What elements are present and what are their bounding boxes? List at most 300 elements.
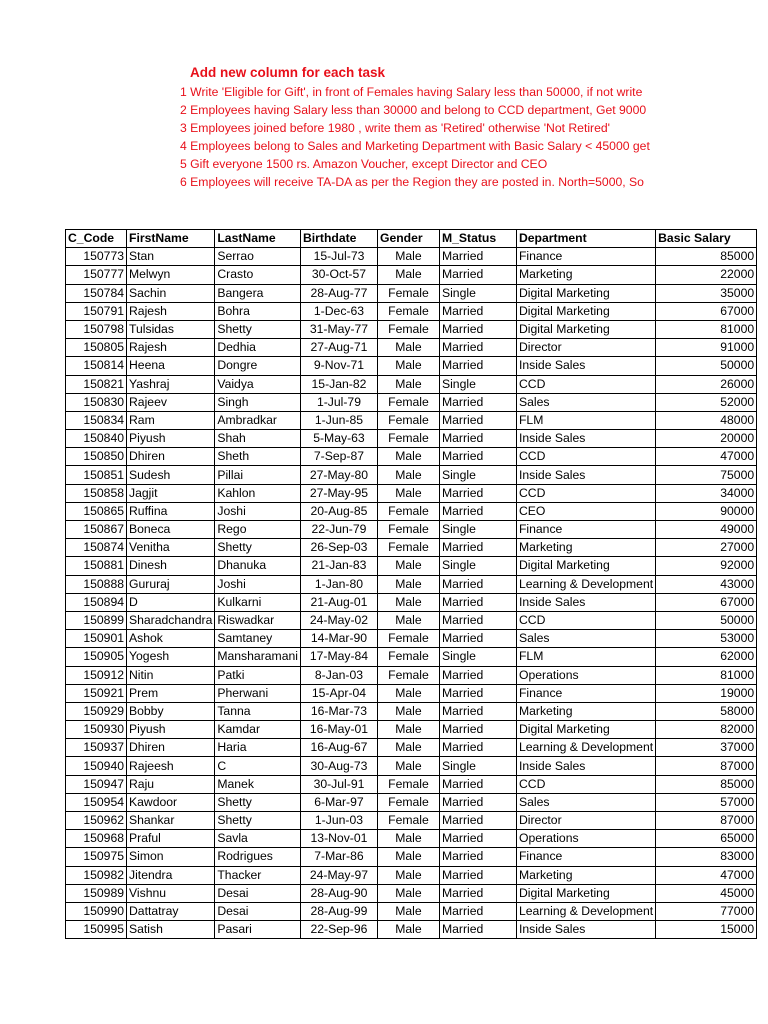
cell-c-code[interactable]: 150995 — [66, 921, 127, 939]
cell-basic-salary[interactable]: 90000 — [656, 502, 757, 520]
cell-c-code[interactable]: 150865 — [66, 502, 127, 520]
cell-department[interactable]: Inside Sales — [516, 593, 655, 611]
cell-m-status[interactable]: Married — [439, 630, 516, 648]
cell-m-status[interactable]: Married — [439, 848, 516, 866]
cell-department[interactable]: Inside Sales — [516, 757, 655, 775]
cell-gender[interactable]: Male — [377, 866, 439, 884]
header-birthdate[interactable]: Birthdate — [300, 230, 377, 248]
cell-department[interactable]: Digital Marketing — [516, 302, 655, 320]
cell-birthdate[interactable]: 27-May-80 — [300, 466, 377, 484]
cell-m-status[interactable]: Married — [439, 575, 516, 593]
cell-department[interactable]: Operations — [516, 666, 655, 684]
cell-last-name[interactable]: Pillai — [215, 466, 301, 484]
cell-m-status[interactable]: Married — [439, 484, 516, 502]
cell-birthdate[interactable]: 28-Aug-77 — [300, 284, 377, 302]
cell-birthdate[interactable]: 26-Sep-03 — [300, 539, 377, 557]
cell-birthdate[interactable]: 24-May-97 — [300, 866, 377, 884]
cell-c-code[interactable]: 150874 — [66, 539, 127, 557]
cell-birthdate[interactable]: 31-May-77 — [300, 320, 377, 338]
header-last-name[interactable]: LastName — [215, 230, 301, 248]
cell-m-status[interactable]: Married — [439, 248, 516, 266]
cell-first-name[interactable]: Venitha — [127, 539, 215, 557]
cell-gender[interactable]: Male — [377, 557, 439, 575]
cell-m-status[interactable]: Single — [439, 375, 516, 393]
cell-birthdate[interactable]: 21-Jan-83 — [300, 557, 377, 575]
cell-basic-salary[interactable]: 47000 — [656, 448, 757, 466]
cell-basic-salary[interactable]: 91000 — [656, 339, 757, 357]
cell-first-name[interactable]: Dhiren — [127, 739, 215, 757]
cell-department[interactable]: Marketing — [516, 866, 655, 884]
cell-birthdate[interactable]: 13-Nov-01 — [300, 830, 377, 848]
cell-department[interactable]: Digital Marketing — [516, 884, 655, 902]
cell-m-status[interactable]: Single — [439, 648, 516, 666]
cell-department[interactable]: Director — [516, 339, 655, 357]
cell-last-name[interactable]: Kahlon — [215, 484, 301, 502]
cell-m-status[interactable]: Married — [439, 884, 516, 902]
cell-c-code[interactable]: 150821 — [66, 375, 127, 393]
cell-birthdate[interactable]: 6-Mar-97 — [300, 793, 377, 811]
cell-first-name[interactable]: Tulsidas — [127, 320, 215, 338]
cell-basic-salary[interactable]: 81000 — [656, 320, 757, 338]
cell-c-code[interactable]: 150777 — [66, 266, 127, 284]
cell-gender[interactable]: Male — [377, 593, 439, 611]
cell-m-status[interactable]: Married — [439, 266, 516, 284]
cell-m-status[interactable]: Married — [439, 430, 516, 448]
cell-first-name[interactable]: Ruffina — [127, 502, 215, 520]
cell-last-name[interactable]: Samtaney — [215, 630, 301, 648]
cell-department[interactable]: Inside Sales — [516, 921, 655, 939]
cell-department[interactable]: CCD — [516, 775, 655, 793]
cell-first-name[interactable]: Rajesh — [127, 339, 215, 357]
cell-basic-salary[interactable]: 57000 — [656, 793, 757, 811]
cell-first-name[interactable]: Praful — [127, 830, 215, 848]
cell-basic-salary[interactable]: 50000 — [656, 611, 757, 629]
cell-c-code[interactable]: 150989 — [66, 884, 127, 902]
cell-c-code[interactable]: 150834 — [66, 411, 127, 429]
cell-c-code[interactable]: 150930 — [66, 721, 127, 739]
cell-c-code[interactable]: 150851 — [66, 466, 127, 484]
cell-last-name[interactable]: Shetty — [215, 539, 301, 557]
cell-gender[interactable]: Female — [377, 320, 439, 338]
cell-birthdate[interactable]: 15-Jan-82 — [300, 375, 377, 393]
cell-first-name[interactable]: Gururaj — [127, 575, 215, 593]
cell-basic-salary[interactable]: 85000 — [656, 775, 757, 793]
cell-gender[interactable]: Male — [377, 466, 439, 484]
cell-gender[interactable]: Male — [377, 484, 439, 502]
cell-department[interactable]: CCD — [516, 375, 655, 393]
cell-first-name[interactable]: Satish — [127, 921, 215, 939]
header-department[interactable]: Department — [516, 230, 655, 248]
cell-department[interactable]: Finance — [516, 521, 655, 539]
cell-last-name[interactable]: Dongre — [215, 357, 301, 375]
cell-department[interactable]: Learning & Development — [516, 575, 655, 593]
cell-c-code[interactable]: 150954 — [66, 793, 127, 811]
cell-gender[interactable]: Male — [377, 575, 439, 593]
cell-first-name[interactable]: Rajesh — [127, 302, 215, 320]
cell-first-name[interactable]: Dinesh — [127, 557, 215, 575]
cell-department[interactable]: FLM — [516, 411, 655, 429]
cell-last-name[interactable]: Bangera — [215, 284, 301, 302]
cell-gender[interactable]: Female — [377, 539, 439, 557]
cell-department[interactable]: Sales — [516, 630, 655, 648]
cell-first-name[interactable]: Simon — [127, 848, 215, 866]
cell-m-status[interactable]: Married — [439, 812, 516, 830]
cell-department[interactable]: CCD — [516, 611, 655, 629]
cell-gender[interactable]: Male — [377, 848, 439, 866]
cell-department[interactable]: Inside Sales — [516, 357, 655, 375]
cell-gender[interactable]: Female — [377, 812, 439, 830]
cell-birthdate[interactable]: 7-Sep-87 — [300, 448, 377, 466]
cell-gender[interactable]: Male — [377, 684, 439, 702]
cell-birthdate[interactable]: 16-Aug-67 — [300, 739, 377, 757]
cell-m-status[interactable]: Single — [439, 284, 516, 302]
cell-last-name[interactable]: Bohra — [215, 302, 301, 320]
cell-birthdate[interactable]: 28-Aug-99 — [300, 902, 377, 920]
cell-basic-salary[interactable]: 67000 — [656, 302, 757, 320]
cell-last-name[interactable]: Kulkarni — [215, 593, 301, 611]
cell-first-name[interactable]: Ashok — [127, 630, 215, 648]
cell-birthdate[interactable]: 15-Jul-73 — [300, 248, 377, 266]
cell-gender[interactable]: Female — [377, 775, 439, 793]
cell-basic-salary[interactable]: 43000 — [656, 575, 757, 593]
cell-basic-salary[interactable]: 34000 — [656, 484, 757, 502]
cell-c-code[interactable]: 150867 — [66, 521, 127, 539]
cell-department[interactable]: CCD — [516, 484, 655, 502]
cell-last-name[interactable]: Serrao — [215, 248, 301, 266]
cell-last-name[interactable]: Desai — [215, 902, 301, 920]
cell-c-code[interactable]: 150858 — [66, 484, 127, 502]
cell-basic-salary[interactable]: 19000 — [656, 684, 757, 702]
cell-last-name[interactable]: Thacker — [215, 866, 301, 884]
cell-basic-salary[interactable]: 50000 — [656, 357, 757, 375]
cell-basic-salary[interactable]: 22000 — [656, 266, 757, 284]
cell-basic-salary[interactable]: 47000 — [656, 866, 757, 884]
cell-birthdate[interactable]: 16-May-01 — [300, 721, 377, 739]
cell-basic-salary[interactable]: 49000 — [656, 521, 757, 539]
header-m-status[interactable]: M_Status — [439, 230, 516, 248]
cell-basic-salary[interactable]: 81000 — [656, 666, 757, 684]
cell-birthdate[interactable]: 27-Aug-71 — [300, 339, 377, 357]
cell-first-name[interactable]: Rajeev — [127, 393, 215, 411]
cell-last-name[interactable]: Singh — [215, 393, 301, 411]
cell-c-code[interactable]: 150773 — [66, 248, 127, 266]
cell-basic-salary[interactable]: 48000 — [656, 411, 757, 429]
cell-basic-salary[interactable]: 82000 — [656, 721, 757, 739]
cell-first-name[interactable]: Jagjit — [127, 484, 215, 502]
cell-gender[interactable]: Male — [377, 921, 439, 939]
cell-first-name[interactable]: Dattatray — [127, 902, 215, 920]
cell-gender[interactable]: Female — [377, 648, 439, 666]
cell-gender[interactable]: Male — [377, 884, 439, 902]
cell-first-name[interactable]: D — [127, 593, 215, 611]
cell-first-name[interactable]: Raju — [127, 775, 215, 793]
cell-m-status[interactable]: Married — [439, 739, 516, 757]
cell-c-code[interactable]: 150850 — [66, 448, 127, 466]
cell-first-name[interactable]: Sharadchandra — [127, 611, 215, 629]
cell-birthdate[interactable]: 20-Aug-85 — [300, 502, 377, 520]
cell-last-name[interactable]: Savla — [215, 830, 301, 848]
cell-last-name[interactable]: Joshi — [215, 575, 301, 593]
cell-birthdate[interactable]: 24-May-02 — [300, 611, 377, 629]
cell-m-status[interactable]: Single — [439, 757, 516, 775]
cell-last-name[interactable]: Shetty — [215, 793, 301, 811]
cell-basic-salary[interactable]: 67000 — [656, 593, 757, 611]
cell-last-name[interactable]: Rego — [215, 521, 301, 539]
cell-last-name[interactable]: Dhanuka — [215, 557, 301, 575]
cell-department[interactable]: Digital Marketing — [516, 557, 655, 575]
cell-basic-salary[interactable]: 77000 — [656, 902, 757, 920]
cell-birthdate[interactable]: 15-Apr-04 — [300, 684, 377, 702]
cell-birthdate[interactable]: 17-May-84 — [300, 648, 377, 666]
cell-last-name[interactable]: Riswadkar — [215, 611, 301, 629]
cell-c-code[interactable]: 150912 — [66, 666, 127, 684]
cell-last-name[interactable]: Shetty — [215, 812, 301, 830]
cell-first-name[interactable]: Vishnu — [127, 884, 215, 902]
cell-last-name[interactable]: Kamdar — [215, 721, 301, 739]
cell-birthdate[interactable]: 8-Jan-03 — [300, 666, 377, 684]
cell-last-name[interactable]: Shah — [215, 430, 301, 448]
cell-basic-salary[interactable]: 58000 — [656, 702, 757, 720]
cell-gender[interactable]: Female — [377, 630, 439, 648]
cell-department[interactable]: Marketing — [516, 266, 655, 284]
cell-birthdate[interactable]: 5-May-63 — [300, 430, 377, 448]
cell-last-name[interactable]: Ambradkar — [215, 411, 301, 429]
cell-last-name[interactable]: Patki — [215, 666, 301, 684]
cell-basic-salary[interactable]: 53000 — [656, 630, 757, 648]
cell-basic-salary[interactable]: 65000 — [656, 830, 757, 848]
cell-m-status[interactable]: Married — [439, 721, 516, 739]
cell-m-status[interactable]: Married — [439, 357, 516, 375]
header-gender[interactable]: Gender — [377, 230, 439, 248]
cell-department[interactable]: Sales — [516, 393, 655, 411]
cell-birthdate[interactable]: 1-Dec-63 — [300, 302, 377, 320]
cell-basic-salary[interactable]: 83000 — [656, 848, 757, 866]
cell-m-status[interactable]: Married — [439, 921, 516, 939]
cell-gender[interactable]: Male — [377, 266, 439, 284]
cell-m-status[interactable]: Single — [439, 557, 516, 575]
cell-last-name[interactable]: Dedhia — [215, 339, 301, 357]
cell-c-code[interactable]: 150899 — [66, 611, 127, 629]
cell-gender[interactable]: Female — [377, 430, 439, 448]
cell-first-name[interactable]: Boneca — [127, 521, 215, 539]
cell-c-code[interactable]: 150975 — [66, 848, 127, 866]
cell-gender[interactable]: Female — [377, 502, 439, 520]
cell-c-code[interactable]: 150840 — [66, 430, 127, 448]
cell-c-code[interactable]: 150814 — [66, 357, 127, 375]
cell-birthdate[interactable]: 30-Aug-73 — [300, 757, 377, 775]
cell-gender[interactable]: Female — [377, 393, 439, 411]
cell-birthdate[interactable]: 14-Mar-90 — [300, 630, 377, 648]
cell-department[interactable]: Director — [516, 812, 655, 830]
cell-c-code[interactable]: 150921 — [66, 684, 127, 702]
cell-m-status[interactable]: Married — [439, 448, 516, 466]
header-c-code[interactable]: C_Code — [66, 230, 127, 248]
cell-last-name[interactable]: Pasari — [215, 921, 301, 939]
cell-department[interactable]: Sales — [516, 793, 655, 811]
cell-first-name[interactable]: Piyush — [127, 430, 215, 448]
cell-department[interactable]: Finance — [516, 848, 655, 866]
cell-gender[interactable]: Male — [377, 339, 439, 357]
cell-m-status[interactable]: Married — [439, 539, 516, 557]
cell-first-name[interactable]: Jitendra — [127, 866, 215, 884]
cell-first-name[interactable]: Sachin — [127, 284, 215, 302]
cell-c-code[interactable]: 150990 — [66, 902, 127, 920]
cell-first-name[interactable]: Sudesh — [127, 466, 215, 484]
cell-m-status[interactable]: Married — [439, 502, 516, 520]
cell-first-name[interactable]: Dhiren — [127, 448, 215, 466]
cell-department[interactable]: Digital Marketing — [516, 284, 655, 302]
cell-birthdate[interactable]: 9-Nov-71 — [300, 357, 377, 375]
cell-c-code[interactable]: 150784 — [66, 284, 127, 302]
cell-m-status[interactable]: Married — [439, 902, 516, 920]
cell-c-code[interactable]: 150937 — [66, 739, 127, 757]
cell-m-status[interactable]: Single — [439, 521, 516, 539]
cell-birthdate[interactable]: 30-Oct-57 — [300, 266, 377, 284]
cell-c-code[interactable]: 150901 — [66, 630, 127, 648]
cell-basic-salary[interactable]: 75000 — [656, 466, 757, 484]
cell-department[interactable]: FLM — [516, 648, 655, 666]
cell-basic-salary[interactable]: 62000 — [656, 648, 757, 666]
cell-basic-salary[interactable]: 92000 — [656, 557, 757, 575]
cell-m-status[interactable]: Married — [439, 611, 516, 629]
cell-birthdate[interactable]: 7-Mar-86 — [300, 848, 377, 866]
cell-department[interactable]: Finance — [516, 684, 655, 702]
cell-c-code[interactable]: 150791 — [66, 302, 127, 320]
cell-m-status[interactable]: Married — [439, 702, 516, 720]
cell-m-status[interactable]: Married — [439, 830, 516, 848]
cell-gender[interactable]: Male — [377, 702, 439, 720]
cell-last-name[interactable]: Crasto — [215, 266, 301, 284]
cell-first-name[interactable]: Ram — [127, 411, 215, 429]
cell-c-code[interactable]: 150940 — [66, 757, 127, 775]
cell-first-name[interactable]: Piyush — [127, 721, 215, 739]
cell-gender[interactable]: Female — [377, 411, 439, 429]
cell-first-name[interactable]: Prem — [127, 684, 215, 702]
cell-first-name[interactable]: Stan — [127, 248, 215, 266]
cell-birthdate[interactable]: 1-Jun-03 — [300, 812, 377, 830]
cell-birthdate[interactable]: 21-Aug-01 — [300, 593, 377, 611]
cell-basic-salary[interactable]: 26000 — [656, 375, 757, 393]
cell-c-code[interactable]: 150947 — [66, 775, 127, 793]
cell-department[interactable]: Operations — [516, 830, 655, 848]
cell-c-code[interactable]: 150798 — [66, 320, 127, 338]
cell-department[interactable]: CEO — [516, 502, 655, 520]
cell-m-status[interactable]: Married — [439, 339, 516, 357]
cell-c-code[interactable]: 150905 — [66, 648, 127, 666]
cell-last-name[interactable]: Manek — [215, 775, 301, 793]
cell-m-status[interactable]: Married — [439, 411, 516, 429]
cell-birthdate[interactable]: 1-Jun-85 — [300, 411, 377, 429]
cell-last-name[interactable]: Shetty — [215, 320, 301, 338]
cell-m-status[interactable]: Married — [439, 320, 516, 338]
cell-m-status[interactable]: Married — [439, 302, 516, 320]
cell-birthdate[interactable]: 27-May-95 — [300, 484, 377, 502]
cell-last-name[interactable]: C — [215, 757, 301, 775]
cell-m-status[interactable]: Married — [439, 593, 516, 611]
cell-department[interactable]: Finance — [516, 248, 655, 266]
cell-basic-salary[interactable]: 52000 — [656, 393, 757, 411]
cell-c-code[interactable]: 150962 — [66, 812, 127, 830]
cell-last-name[interactable]: Joshi — [215, 502, 301, 520]
header-first-name[interactable]: FirstName — [127, 230, 215, 248]
cell-last-name[interactable]: Rodrigues — [215, 848, 301, 866]
cell-gender[interactable]: Female — [377, 793, 439, 811]
cell-gender[interactable]: Male — [377, 721, 439, 739]
cell-c-code[interactable]: 150894 — [66, 593, 127, 611]
cell-m-status[interactable]: Married — [439, 866, 516, 884]
cell-birthdate[interactable]: 30-Jul-91 — [300, 775, 377, 793]
cell-c-code[interactable]: 150830 — [66, 393, 127, 411]
cell-basic-salary[interactable]: 27000 — [656, 539, 757, 557]
cell-first-name[interactable]: Yashraj — [127, 375, 215, 393]
cell-first-name[interactable]: Yogesh — [127, 648, 215, 666]
cell-department[interactable]: Learning & Development — [516, 739, 655, 757]
cell-birthdate[interactable]: 28-Aug-90 — [300, 884, 377, 902]
cell-basic-salary[interactable]: 20000 — [656, 430, 757, 448]
cell-m-status[interactable]: Single — [439, 466, 516, 484]
cell-birthdate[interactable]: 1-Jul-79 — [300, 393, 377, 411]
cell-department[interactable]: Inside Sales — [516, 466, 655, 484]
cell-first-name[interactable]: Melwyn — [127, 266, 215, 284]
cell-gender[interactable]: Male — [377, 448, 439, 466]
cell-basic-salary[interactable]: 35000 — [656, 284, 757, 302]
cell-gender[interactable]: Male — [377, 757, 439, 775]
cell-basic-salary[interactable]: 85000 — [656, 248, 757, 266]
cell-basic-salary[interactable]: 15000 — [656, 921, 757, 939]
cell-last-name[interactable]: Sheth — [215, 448, 301, 466]
cell-c-code[interactable]: 150982 — [66, 866, 127, 884]
cell-basic-salary[interactable]: 87000 — [656, 757, 757, 775]
cell-birthdate[interactable]: 22-Jun-79 — [300, 521, 377, 539]
cell-last-name[interactable]: Pherwani — [215, 684, 301, 702]
cell-gender[interactable]: Female — [377, 284, 439, 302]
cell-last-name[interactable]: Desai — [215, 884, 301, 902]
cell-c-code[interactable]: 150881 — [66, 557, 127, 575]
cell-m-status[interactable]: Married — [439, 393, 516, 411]
cell-basic-salary[interactable]: 37000 — [656, 739, 757, 757]
cell-gender[interactable]: Male — [377, 357, 439, 375]
header-basic-salary[interactable]: Basic Salary — [656, 230, 757, 248]
cell-gender[interactable]: Male — [377, 248, 439, 266]
cell-last-name[interactable]: Vaidya — [215, 375, 301, 393]
cell-last-name[interactable]: Tanna — [215, 702, 301, 720]
cell-gender[interactable]: Female — [377, 302, 439, 320]
cell-department[interactable]: Digital Marketing — [516, 320, 655, 338]
cell-m-status[interactable]: Married — [439, 793, 516, 811]
cell-birthdate[interactable]: 1-Jan-80 — [300, 575, 377, 593]
cell-first-name[interactable]: Heena — [127, 357, 215, 375]
cell-basic-salary[interactable]: 45000 — [656, 884, 757, 902]
cell-first-name[interactable]: Kawdoor — [127, 793, 215, 811]
cell-department[interactable]: Digital Marketing — [516, 721, 655, 739]
cell-department[interactable]: Learning & Development — [516, 902, 655, 920]
cell-department[interactable]: Inside Sales — [516, 430, 655, 448]
cell-first-name[interactable]: Bobby — [127, 702, 215, 720]
cell-gender[interactable]: Male — [377, 902, 439, 920]
cell-gender[interactable]: Male — [377, 739, 439, 757]
cell-gender[interactable]: Male — [377, 611, 439, 629]
cell-last-name[interactable]: Haria — [215, 739, 301, 757]
cell-m-status[interactable]: Married — [439, 684, 516, 702]
cell-department[interactable]: CCD — [516, 448, 655, 466]
cell-birthdate[interactable]: 22-Sep-96 — [300, 921, 377, 939]
cell-gender[interactable]: Male — [377, 830, 439, 848]
cell-last-name[interactable]: Mansharamani — [215, 648, 301, 666]
cell-gender[interactable]: Female — [377, 666, 439, 684]
cell-first-name[interactable]: Nitin — [127, 666, 215, 684]
cell-c-code[interactable]: 150888 — [66, 575, 127, 593]
cell-first-name[interactable]: Shankar — [127, 812, 215, 830]
